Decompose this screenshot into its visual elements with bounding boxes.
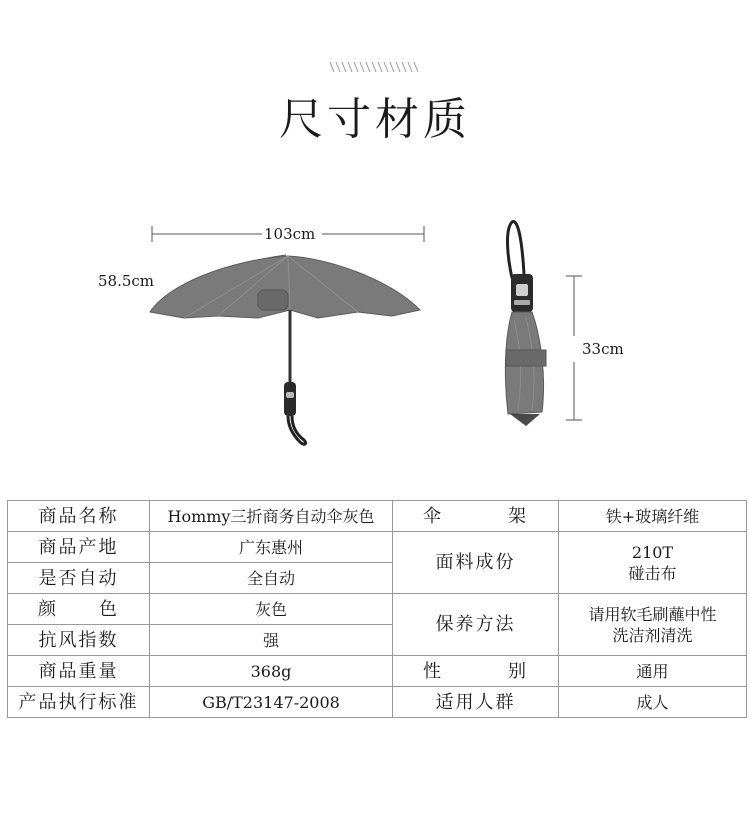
table-row [8,687,747,718]
open-height-label: 58.5cm [98,272,155,290]
value-line: 洗洁剂清洗 [612,625,693,645]
label-part: 色 [99,598,119,620]
cell-value: 368g [150,656,393,687]
cell-label: 是否自动 [8,563,150,594]
cell-label: 保养方法 [393,594,559,656]
label-part: 伞 [423,505,443,527]
label-part: 架 [508,505,528,527]
open-width-label: 103cm [264,225,316,243]
cell-value: 全自动 [150,563,393,594]
cell-value: 强 [150,625,393,656]
cell-label [393,656,559,687]
label-part: 别 [508,660,528,682]
value-line: 请用软毛刷蘸中性 [588,604,717,624]
cell-value: 通用 [559,656,747,687]
page-title: 尺寸材质 [279,94,471,145]
cell-label: 适用人群 [393,687,559,718]
cell-label: 产品执行标准 [8,687,150,718]
table-row [8,594,747,625]
table-row [8,656,747,687]
cell-value: 成人 [559,687,747,718]
cell-value [559,594,747,656]
cell-label: 商品重量 [8,656,150,687]
value-line: 210T [631,542,674,562]
cell-value: Hommy三折商务自动伞灰色 [150,501,393,532]
spec-table [7,500,747,718]
label-part: 颜 [38,598,58,620]
cell-value: GB/T23147-2008 [150,687,393,718]
cell-value: 灰色 [150,594,393,625]
cell-value [559,532,747,594]
umbrella-drawing [0,200,750,460]
value-line: 碰击布 [628,563,677,583]
folded-umbrella-icon [505,222,546,426]
label-part: 性 [423,660,443,682]
table-row [8,532,747,563]
table-row [8,501,747,532]
cell-label: 商品产地 [8,532,150,563]
cell-label: 面料成份 [393,532,559,594]
cell-value: 广东惠州 [150,532,393,563]
cell-value: 铁+玻璃纤维 [559,501,747,532]
open-umbrella-icon [150,256,420,444]
cell-label: 抗风指数 [8,625,150,656]
umbrella-illustration [0,200,750,460]
length-dimension-line [566,276,582,420]
cell-label [8,594,150,625]
decorative-hatch [328,58,424,74]
cell-label: 商品名称 [8,501,150,532]
folded-length-label: 33cm [582,340,624,358]
cell-label [393,501,559,532]
